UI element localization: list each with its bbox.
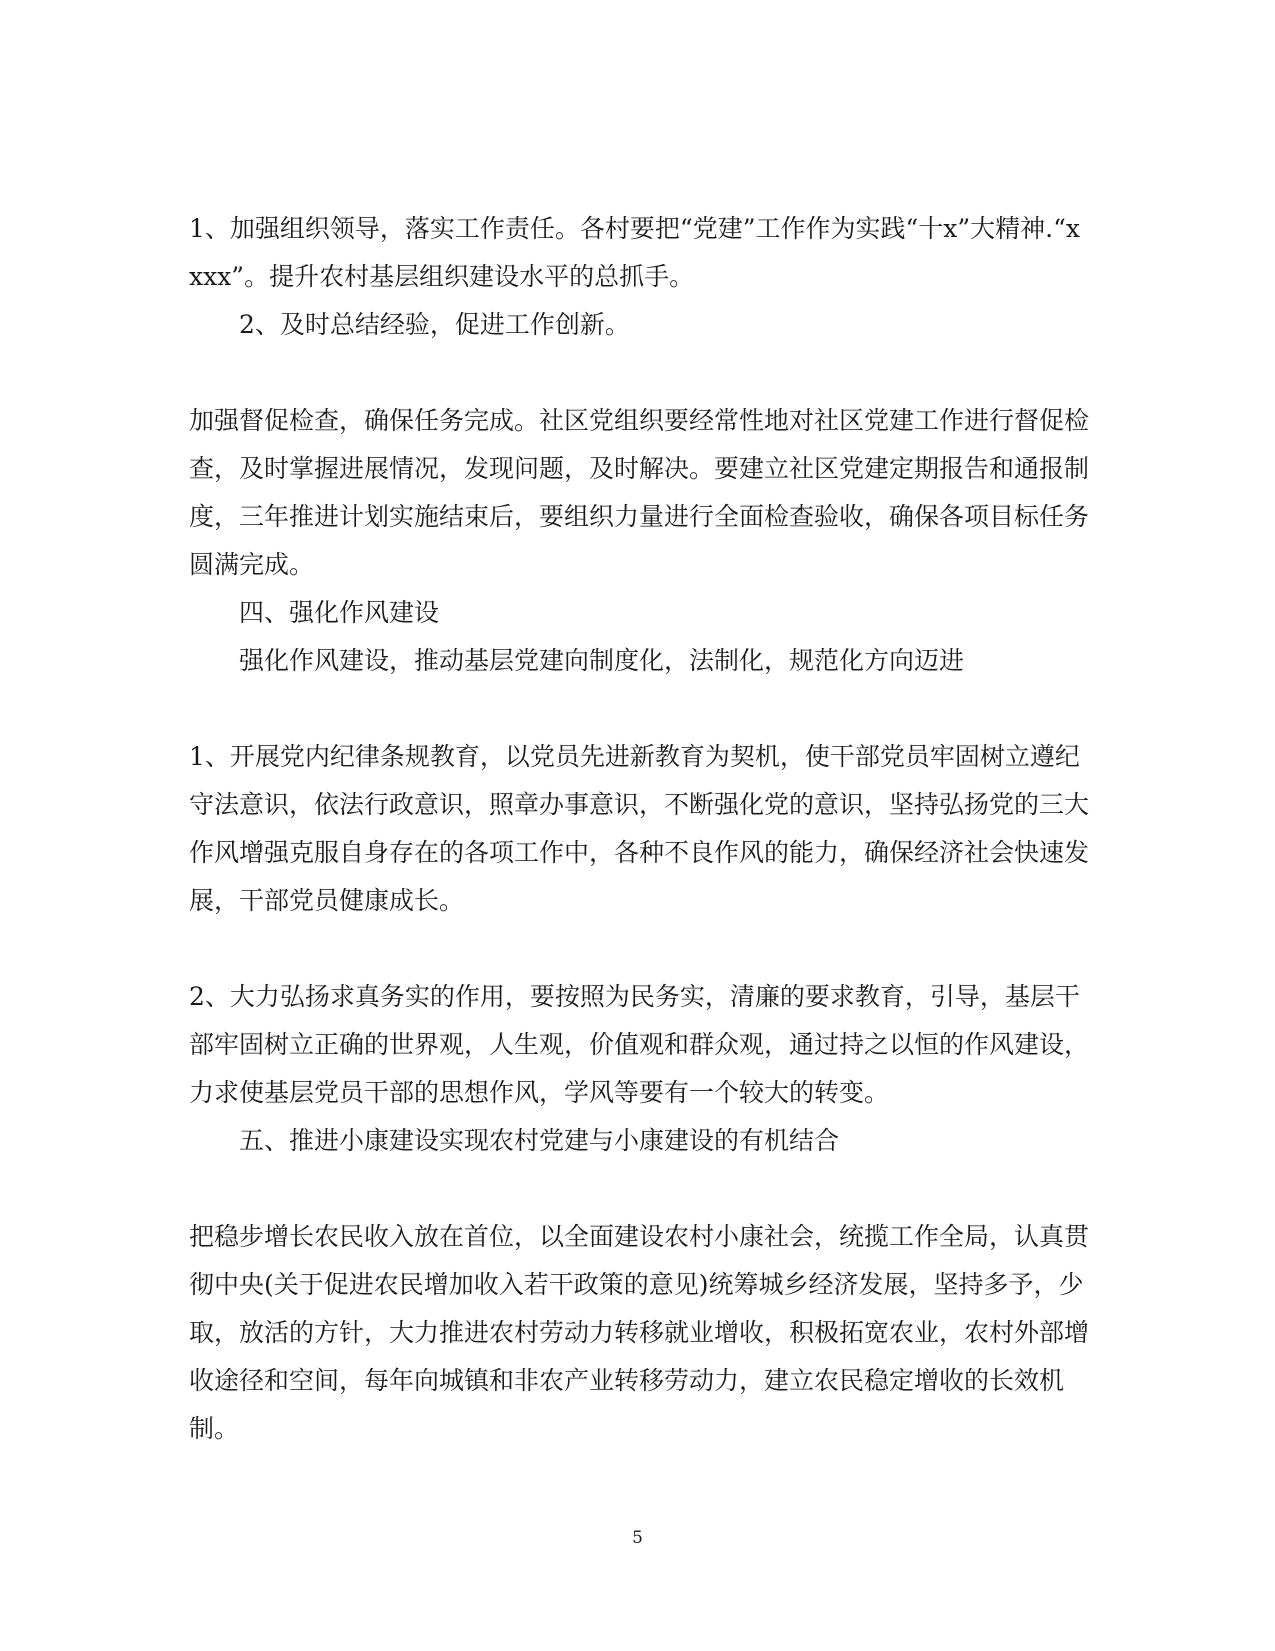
document-body	[189, 205, 1089, 1453]
paragraph-gap	[189, 685, 1089, 733]
paragraph-discipline-education: 1、开展党内纪律条规教育，以党员先进新教育为契机，使干部党员牢固树立遵纪守法意识，依法行政意识，照章办事意识，不断强化党的意识，坚持弘扬党的三大作风增强克服自身存在的各项工作中，各种不良作风的能力，确保经济社会快速发展，干部党员健康成长。	[189, 742, 1090, 915]
paragraph-gap	[189, 349, 1089, 397]
paragraph-pragmatic-spirit: 2、大力弘扬求真务实的作用，要按照为民务实，清廉的要求教育，引导，基层干部牢固树立正确的世界观，人生观，价值观和群众观，通过持之以恒的作风建设，力求使基层党员干部的思想作风，学风等要有一个较大的转变。	[189, 982, 1090, 1107]
section-heading-xiaokang: 五、推进小康建设实现农村党建与小康建设的有机结合	[239, 1126, 840, 1155]
paragraph-gap	[189, 1165, 1089, 1213]
paragraph-supervision-inspection: 加强督促检查，确保任务完成。社区党组织要经常性地对社区党建工作进行督促检查，及时掌握进展情况，发现问题，及时解决。要建立社区党建定期报告和通报制度，三年推进计划实施结束后，要组织力量进行全面检查验收，确保各项目标任务圆满完成。	[189, 406, 1090, 579]
section-heading-work-style: 四、强化作风建设	[239, 598, 440, 627]
page-number: 5	[632, 1528, 643, 1548]
paragraph-farmer-income: 把稳步增长农民收入放在首位，以全面建设农村小康社会，统揽工作全局，认真贯彻中央(关于促进农民增加收入若干政策的意见)统筹城乡经济发展，坚持多予，少取，放活的方针，大力推进农村劳动力转移就业增收，积极拓宽农业，农村外部增收途径和空间，每年向城镇和非农产业转移劳动力，建立农民稳定增收的长效机制。	[189, 1222, 1090, 1443]
paragraph-strengthen-leadership: 1、加强组织领导，落实工作责任。各村要把“党建”工作作为实践“十x”大精神.“xxxx”。提升农村基层组织建设水平的总抓手。	[189, 214, 1080, 291]
paragraph-summarize-experience: 2、及时总结经验，促进工作创新。	[239, 310, 630, 339]
paragraph-work-style-summary: 强化作风建设，推动基层党建向制度化，法制化，规范化方向迈进	[239, 646, 965, 675]
paragraph-gap	[189, 925, 1089, 973]
